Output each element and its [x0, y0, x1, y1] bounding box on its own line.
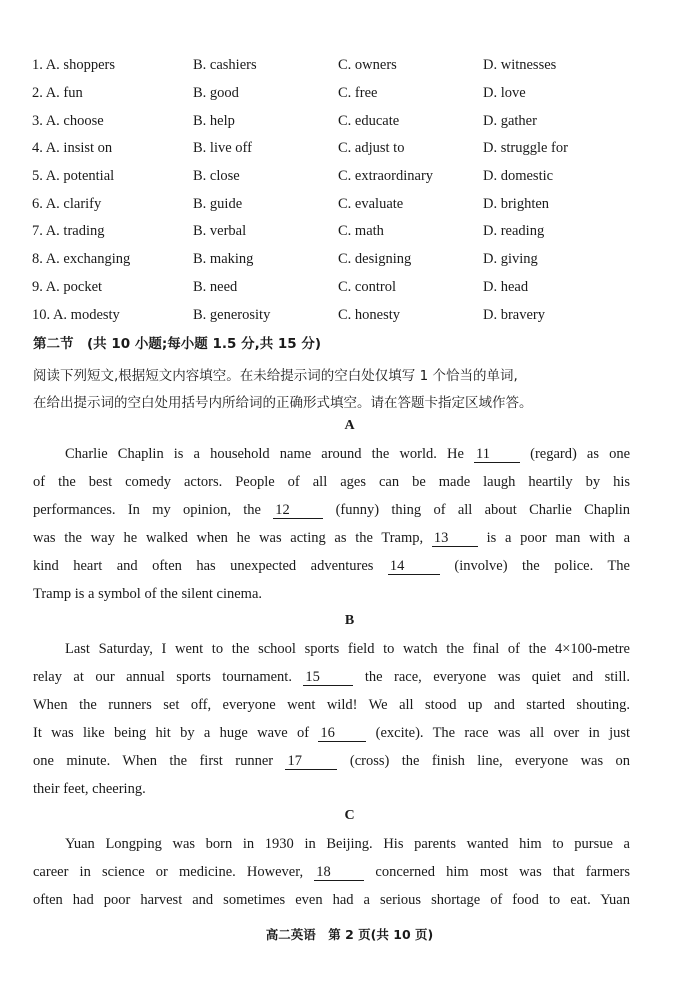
option-choice: D. head [483, 278, 529, 295]
option-choice: B. good [193, 85, 239, 102]
option-choice: D. love [483, 85, 526, 102]
option-choice: B. generosity [193, 306, 271, 323]
option-choice: 5. A. potential [32, 168, 115, 185]
section-heading: 第二节 (共 10 小题;每小题 1.5 分,共 15 分) [33, 336, 322, 352]
text: Charlie Chaplin is a household name around the world. He [65, 446, 464, 462]
blank-15[interactable]: 15 [303, 670, 353, 686]
text: (regard) as one [530, 446, 631, 462]
option-choice: B. need [193, 278, 238, 295]
instruction-line-1: 阅读下列短文,根据短文内容填空。在未给提示词的空白处仅填写 1 个恰当的单词, [33, 368, 518, 384]
passage-c-line: often had poor harvest and sometimes even had a serious shortage of food to eat. Yuan [33, 892, 630, 908]
option-choice: 10. A. modesty [32, 306, 120, 323]
passage-a-line: of the best comedy actors. People of all ages can be made laugh heartily by his [33, 474, 630, 490]
option-choice: D. reading [483, 223, 545, 240]
passage-b-line: When the runners set off, everyone went wild! We all stood up and started shouting. [33, 697, 630, 713]
text: performances. In my opinion, the [33, 502, 261, 518]
text: was the way he walked when he was acting as the Tramp, [33, 530, 424, 546]
option-choice: C. free [338, 85, 378, 102]
text: kind heart and often has unexpected adventures [33, 558, 374, 574]
option-choice: B. making [193, 251, 254, 268]
option-choice: C. owners [338, 57, 397, 74]
option-choice: 8. A. exchanging [32, 251, 131, 268]
option-row [32, 218, 672, 246]
passage-b-line: their feet, cheering. [33, 781, 146, 797]
passage-b-line [33, 669, 630, 686]
text: the race, everyone was quiet and still. [364, 669, 630, 685]
option-choice: B. close [193, 168, 240, 185]
passage-c-title: C [344, 808, 355, 823]
text: (excite). The race was all over in just [375, 725, 631, 741]
option-row [32, 52, 672, 80]
passage-b-line [33, 753, 630, 770]
option-choice: 7. A. trading [32, 223, 105, 240]
option-row [32, 190, 672, 218]
option-choice: D. witnesses [483, 57, 557, 74]
blank-11[interactable]: 11 [474, 447, 520, 463]
page-footer: 高二英语 第 2 页(共 10 页) [265, 927, 434, 942]
option-row [32, 301, 672, 329]
option-choice: C. extraordinary [338, 168, 434, 185]
blank-16[interactable]: 16 [318, 726, 366, 742]
text: career in science or medicine. However, [33, 864, 304, 880]
option-choice: 1. A. shoppers [32, 57, 115, 74]
option-choice: C. adjust to [338, 140, 405, 157]
option-choice: B. cashiers [193, 57, 257, 74]
option-row [32, 107, 672, 135]
option-choice: 9. A. pocket [32, 278, 103, 295]
option-choice: B. verbal [193, 223, 247, 240]
option-choice: C. control [338, 278, 396, 295]
passage-a-line [65, 446, 630, 463]
text: (funny) thing of all about Charlie Chaplin [335, 502, 631, 518]
passage-b-line [33, 725, 630, 742]
blank-13[interactable]: 13 [432, 531, 478, 547]
text: concerned him most was that farmers [375, 864, 631, 880]
passage-a-title: A [344, 418, 355, 433]
blank-18[interactable]: 18 [314, 865, 364, 881]
option-choice: 6. A. clarify [32, 195, 102, 212]
passage-a-line [33, 502, 630, 519]
option-choice: B. guide [193, 195, 243, 212]
blank-12[interactable]: 12 [273, 503, 323, 519]
option-choice: C. math [338, 223, 384, 240]
text: (cross) the finish line, everyone was on [349, 753, 631, 769]
option-choice: 3. A. choose [32, 112, 104, 129]
option-choice: C. educate [338, 112, 400, 129]
text: It was like being hit by a huge wave of [33, 725, 310, 741]
text: one minute. When the first runner [33, 753, 274, 769]
option-choice: D. struggle for [483, 140, 568, 157]
passage-a-line [33, 530, 630, 547]
option-choice: B. live off [193, 140, 252, 157]
option-choice: 2. A. fun [32, 85, 83, 102]
passage-b-title: B [344, 613, 355, 628]
text: (involve) the police. The [454, 558, 630, 574]
passage-c-line [33, 864, 630, 881]
blank-14[interactable]: 14 [388, 559, 440, 575]
option-choice: C. honesty [338, 306, 401, 323]
option-choice: D. domestic [483, 168, 554, 185]
option-choice: 4. A. insist on [32, 140, 113, 157]
option-choice: B. help [193, 112, 235, 129]
option-list [32, 52, 672, 329]
option-choice: D. bravery [483, 306, 546, 323]
option-row [32, 135, 672, 163]
option-choice: C. designing [338, 251, 412, 268]
option-choice: D. giving [483, 251, 538, 268]
option-row [32, 246, 672, 274]
option-choice: C. evaluate [338, 195, 404, 212]
option-row [32, 274, 672, 302]
option-row [32, 163, 672, 191]
blank-17[interactable]: 17 [285, 754, 337, 770]
text: relay at our annual sports tournament. [33, 669, 292, 685]
text: is a poor man with a [486, 530, 631, 546]
option-choice: D. gather [483, 112, 537, 129]
passage-b-line: Last Saturday, I went to the school sports field to watch the final of the 4×100-metre [65, 641, 630, 657]
passage-a-line: Tramp is a symbol of the silent cinema. [33, 586, 263, 602]
passage-c-line: Yuan Longping was born in 1930 in Beijing. His parents wanted him to pursue a [65, 836, 630, 852]
passage-a-line [33, 558, 630, 575]
option-row [32, 80, 672, 108]
option-choice: D. brighten [483, 195, 550, 212]
instruction-line-2: 在给出提示词的空白处用括号内所给词的正确形式填空。请在答题卡指定区域作答。 [33, 395, 533, 411]
